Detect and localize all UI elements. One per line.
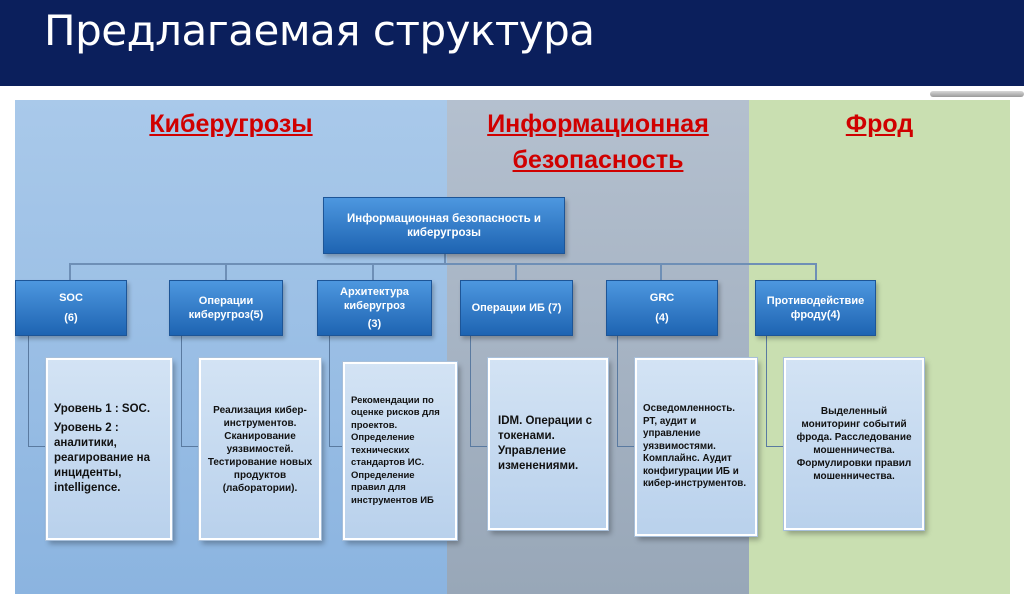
unit-antifraud	[755, 280, 876, 336]
connector-cyberops-detail-h	[181, 446, 199, 447]
connector-soc-detail-h	[28, 446, 46, 447]
slide-title: Предлагаемая структура	[44, 6, 595, 55]
unit-cyberops-name: Операции киберугроз(5)	[188, 295, 264, 321]
detail-grc-text: Осведомленность. РТ, аудит и управление уязвимостями. Комплайнс. Аудит конфигурации ИБ и кибер-инструментов.	[643, 403, 747, 490]
connector-arch	[372, 263, 374, 280]
connector-soc-detail-v	[28, 335, 29, 447]
connector-isops-detail-h	[470, 446, 488, 447]
root-node	[323, 197, 565, 254]
detail-isops	[488, 358, 608, 530]
unit-arch-count: (3)	[367, 318, 382, 330]
connector-grc	[660, 263, 662, 280]
root-node-label: Информационная безопасность и киберугрозы	[346, 212, 541, 239]
unit-arch	[317, 280, 432, 336]
connector-antifraud-detail-h	[766, 446, 784, 447]
connector-isops-detail-v	[470, 335, 471, 447]
unit-grc-count: (4)	[655, 312, 669, 324]
unit-grc-name: GRC	[649, 292, 675, 304]
detail-soc-level2: Уровень 2 : аналитики, реагирование на инциденты, intelligence.	[54, 422, 150, 494]
detail-antifraud-text: Выделенный мониторинг событий фрода. Расследование мошенничества. Формулировки правил мошенничества.	[796, 406, 912, 482]
section-title-fraud: Фрод	[845, 110, 914, 138]
unit-soc-name: SOC	[59, 292, 83, 304]
connector-arch-detail-v	[329, 335, 330, 447]
connector-cyberops	[225, 263, 227, 280]
connector-grc-detail-h	[617, 446, 635, 447]
detail-grc	[635, 358, 757, 536]
header-divider	[0, 86, 1024, 88]
unit-isops	[460, 280, 573, 336]
detail-antifraud	[784, 358, 924, 530]
detail-soc	[46, 358, 172, 540]
connector-arch-detail-h	[329, 446, 343, 447]
connector-antifraud-detail-v	[766, 335, 767, 447]
detail-cyberops	[199, 358, 321, 540]
detail-isops-text: IDM. Операции с токенами. Управление изменениями.	[498, 415, 592, 472]
unit-antifraud-name: Противодействие фроду(4)	[766, 295, 865, 321]
detail-arch	[343, 362, 457, 540]
connector-horizontal-bus	[69, 263, 817, 265]
unit-cyberops	[169, 280, 283, 336]
slide-header	[0, 0, 1024, 88]
detail-arch-text: Рекомендации по оценке рисков для проектов. Определение технических стандартов ИС. Определение правил для инструментов ИБ	[351, 394, 440, 506]
pen-graphic	[930, 91, 1024, 97]
detail-soc-level1: Уровень 1 : SOC.	[54, 403, 151, 415]
unit-grc	[606, 280, 718, 336]
connector-antifraud	[815, 263, 817, 280]
unit-soc-count: (6)	[64, 312, 78, 324]
detail-cyberops-text: Реализация кибер-инструментов. Сканирование уязвимостей. Тестирование новых продуктов (лаборатории).	[207, 404, 313, 494]
connector-soc	[69, 263, 71, 280]
connector-grc-detail-v	[617, 335, 618, 447]
unit-isops-name: Операции ИБ (7)	[471, 302, 562, 314]
unit-soc	[15, 280, 127, 336]
connector-isops	[515, 263, 517, 280]
section-title-cyberthreats: Киберугрозы	[149, 110, 313, 138]
unit-arch-name: Архитектура киберугроз	[340, 286, 409, 312]
section-title-infosec: Информационная безопасность	[487, 110, 709, 174]
connector-cyberops-detail-v	[181, 335, 182, 447]
